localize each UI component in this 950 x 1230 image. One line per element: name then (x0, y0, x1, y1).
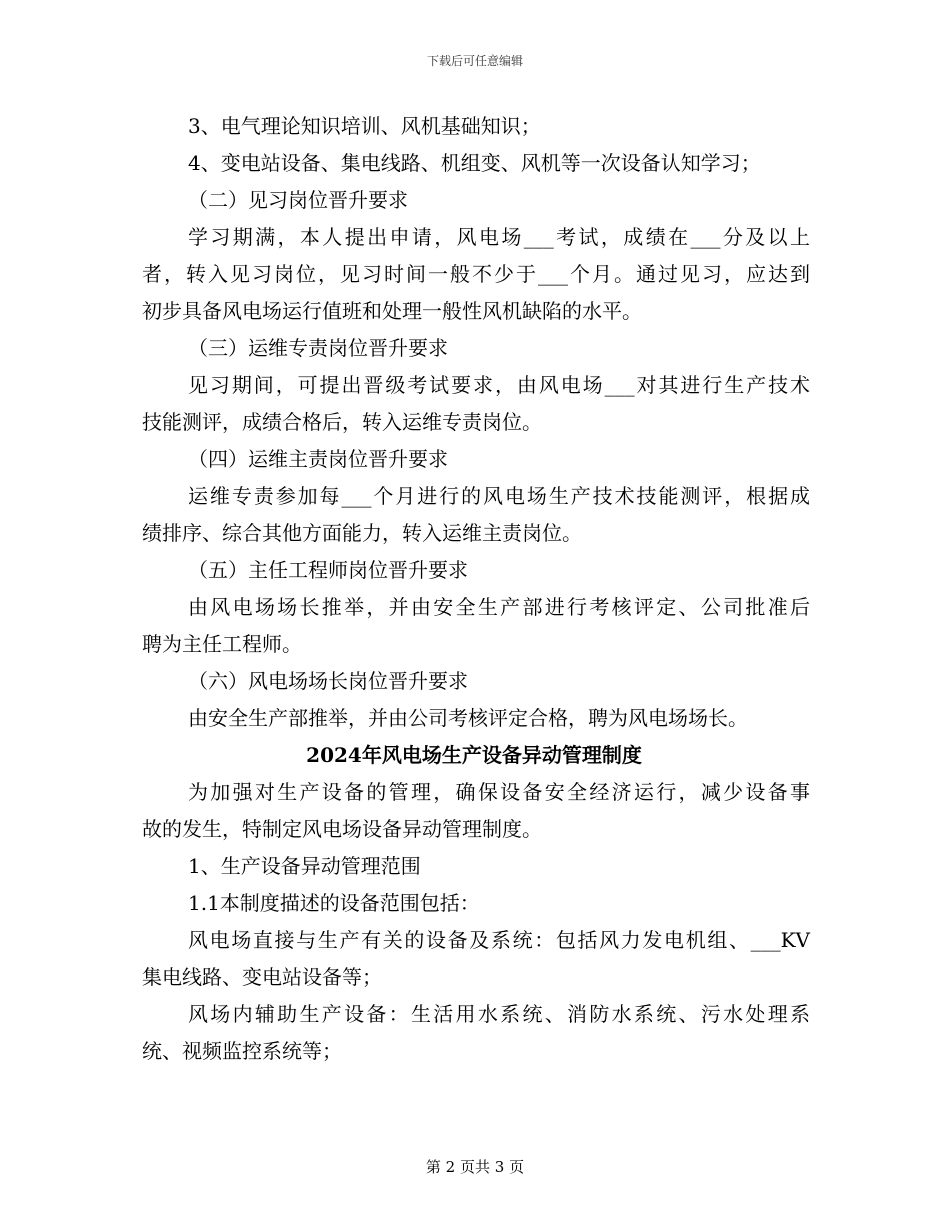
section-heading-4: （四）运维主责岗位晋升要求 (188, 447, 448, 471)
document-title: 2024年风电场生产设备异动管理制度 (306, 743, 642, 767)
document-body (142, 108, 810, 1070)
paragraph-line: 学习期满，本人提出申请，风电场___考试，成绩在___分及以上 (188, 225, 810, 249)
paragraph-line: 风电场直接与生产有关的设备及系统：包括风力发电机组、___KV (188, 928, 810, 952)
section-heading-5: （五）主任工程师岗位晋升要求 (188, 558, 468, 582)
paragraph-line: 为加强对生产设备的管理，确保设备安全经济运行，减少设备事 (188, 780, 810, 804)
paragraph-line: 集电线路、变电站设备等； (142, 965, 382, 989)
paragraph-line: 见习期间，可提出晋级考试要求，由风电场___对其进行生产技术 (188, 373, 810, 397)
section-heading-3: （三）运维专责岗位晋升要求 (188, 336, 448, 360)
subsection-heading-1-1: 1.1本制度描述的设备范围包括： (188, 891, 480, 915)
section-heading-6: （六）风电场场长岗位晋升要求 (188, 669, 468, 693)
paragraph-line: 由安全生产部推举，并由公司考核评定合格，聘为风电场场长。 (188, 706, 748, 730)
page-footer: 第 2 页共 3 页 (425, 1158, 525, 1176)
paragraph-line: 绩排序、综合其他方面能力，转入运维主责岗位。 (142, 521, 582, 545)
paragraph-line: 由风电场场长推举，并由安全生产部进行考核评定、公司批准后 (188, 595, 810, 619)
paragraph-line: 风场内辅助生产设备：生活用水系统、消防水系统、污水处理系 (188, 1002, 810, 1026)
page-header: 下载后可任意编辑 (426, 54, 523, 68)
paragraph-line: 统、视频监控系统等； (142, 1039, 342, 1063)
section-heading-1: 1、生产设备异动管理范围 (188, 854, 421, 878)
paragraph-line: 技能测评，成绩合格后，转入运维专责岗位。 (142, 410, 542, 434)
paragraph-line: 初步具备风电场运行值班和处理一般性风机缺陷的水平。 (142, 299, 642, 323)
paragraph-line: 聘为主任工程师。 (142, 632, 302, 656)
paragraph-line: 者，转入见习岗位，见习时间一般不少于___个月。通过见习，应达到 (142, 262, 810, 286)
paragraph-line: 运维专责参加每___个月进行的风电场生产技术技能测评，根据成 (188, 484, 810, 508)
section-heading-2: （二）见习岗位晋升要求 (188, 188, 408, 212)
paragraph-line: 故的发生，特制定风电场设备异动管理制度。 (142, 817, 542, 841)
list-item-4: 4、变电站设备、集电线路、机组变、风机等一次设备认知学习； (188, 151, 761, 175)
list-item-3: 3、电气理论知识培训、风机基础知识； (188, 114, 541, 138)
